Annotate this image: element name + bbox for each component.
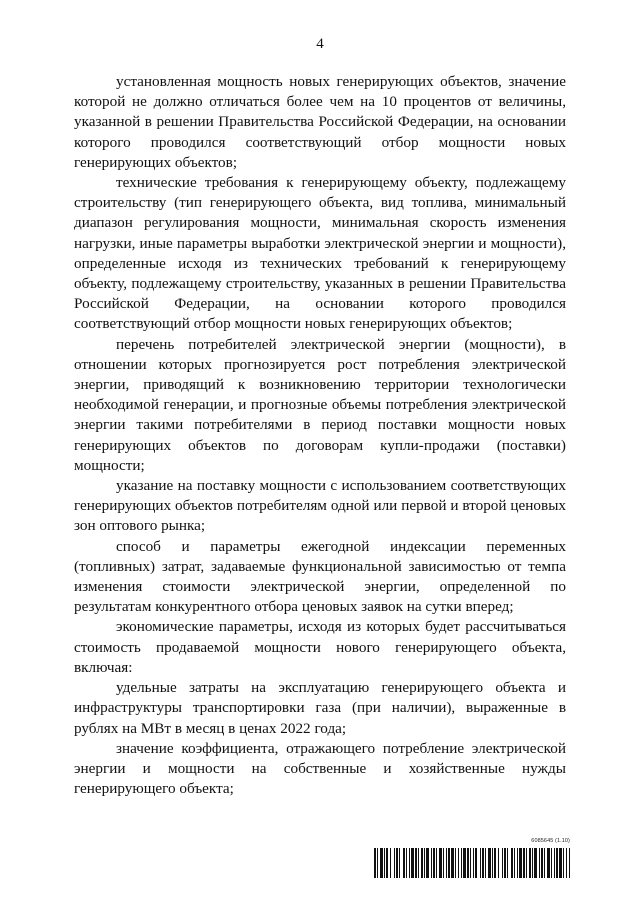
barcode-bar xyxy=(418,848,419,878)
barcode-bar xyxy=(421,848,423,878)
barcode-bar xyxy=(569,848,570,878)
barcode-bar xyxy=(532,848,533,878)
document-body xyxy=(74,72,566,799)
barcode-bar xyxy=(470,848,471,878)
barcode-bar xyxy=(411,848,414,878)
barcode-bar xyxy=(554,848,555,878)
paragraph-technical-requirements: технические требования к генерирующему объекту, подлежащему строительству (тип генерирующего объекта, вид топлива, минимальный диапазон регулирования мощности, минимальная скорость изменения нагрузки, иные параметры выработки электрической энергии и мощности), определенные исходя из технических требований к генерирующему объекту, подлежащему строительству, указанных в решении Правительства Российской Федерации, на основании которого проводился соответствующий отбор мощности новых генерирующих объектов; xyxy=(74,174,566,333)
barcode-bar xyxy=(566,848,567,878)
barcode-bar xyxy=(519,848,522,878)
barcode-bar xyxy=(539,848,540,878)
barcode-bar xyxy=(386,848,388,878)
barcode-bar xyxy=(380,848,383,878)
barcode-bar xyxy=(488,848,491,878)
barcode-bar xyxy=(502,848,503,878)
barcode-bar xyxy=(498,848,499,878)
barcode-bar xyxy=(485,848,486,878)
barcode-bar xyxy=(451,848,454,878)
barcode-bar xyxy=(377,848,378,878)
barcode-bar xyxy=(403,848,405,878)
barcode-label: 6085645 (1.10) xyxy=(531,838,570,844)
paragraph-price-zones: указание на поставку мощности с использованием соответствующих генерирующих объектов потребителям одной или первой и второй ценовых зон оптового рынка; xyxy=(74,477,566,535)
barcode-bar xyxy=(406,848,407,878)
barcode-bar xyxy=(399,848,400,878)
barcode-bar xyxy=(390,848,391,878)
barcode-bar xyxy=(517,848,518,878)
barcode-bar xyxy=(463,848,466,878)
barcode-bar xyxy=(534,848,537,878)
barcode-bar xyxy=(494,848,496,878)
barcode-bar xyxy=(426,848,429,878)
paragraph-installed-capacity: установленная мощность новых генерирующих объектов, значение которой не должно отличаться более чем на 10 процентов от величины, указанной в решении Правительства Российской Федерации, на основании которого проводился соответствующий отбор мощности новых генерирующих объектов; xyxy=(74,73,566,171)
barcode-bar xyxy=(514,848,515,878)
barcode-bar xyxy=(492,848,493,878)
barcode-bar xyxy=(458,848,459,878)
barcode-bar xyxy=(455,848,456,878)
paragraph-economic-parameters: экономические параметры, исходя из которых будет рассчитываться стоимость продаваемой мощности нового генерирующего объекта, включая: xyxy=(74,618,566,676)
barcode-bar xyxy=(415,848,417,878)
barcode-bar xyxy=(563,848,564,878)
barcode-bar xyxy=(431,848,432,878)
barcode-bar xyxy=(556,848,558,878)
barcode-bar xyxy=(526,848,527,878)
barcode-bar xyxy=(529,848,531,878)
barcode-bar xyxy=(396,848,398,878)
paragraph-unit-operating-costs: удельные затраты на эксплуатацию генерирующего объекта и инфраструктуры транспортировки газа (при наличии), выраженные в рублях на МВт в месяц в ценах 2022 года; xyxy=(74,679,566,737)
barcode-bar xyxy=(551,848,552,878)
barcode-bar xyxy=(384,848,385,878)
barcode-bar xyxy=(409,848,410,878)
barcode-bar xyxy=(504,848,506,878)
page-number: 4 xyxy=(316,36,324,52)
paragraph-auxiliary-consumption: значение коэффициента, отражающего потребление электрической энергии и мощности на собственные и хозяйственные нужды генерирующего объекта; xyxy=(74,739,566,798)
barcode-bar xyxy=(394,848,395,878)
barcode-bar xyxy=(446,848,447,878)
paragraph-consumer-list: перечень потребителей электрической энергии (мощности), в отношении которых прогнозируется рост потребления электрической энергии, приводящий к возникновению территории технологически необходимой генерации, и прогнозные объемы потребления электрической энергии такими потребителями в период поставки мощности новых генерирующих объектов по договорам купли-продажи (поставки) мощности; xyxy=(74,335,566,474)
barcode-bar xyxy=(482,848,484,878)
barcode-bar xyxy=(473,848,474,878)
barcode-bar xyxy=(547,848,550,878)
barcode-bar xyxy=(374,848,376,878)
barcode-bar xyxy=(424,848,425,878)
barcode-bar xyxy=(436,848,437,878)
barcode-bar xyxy=(541,848,543,878)
barcode-bar xyxy=(467,848,469,878)
barcode-bar xyxy=(443,848,444,878)
paragraph-fuel-cost-indexation: способ и параметры ежегодной индексации переменных (топливных) затрат, задаваемые функциональной зависимостью от темпа изменения стоимости электрической энергии, определенной по результатам конкурентного отбора ценовых заявок на сутки вперед; xyxy=(74,537,566,616)
barcode-bar xyxy=(507,848,508,878)
barcode-bar xyxy=(439,848,442,878)
barcode-bar xyxy=(559,848,562,878)
barcode-bar xyxy=(433,848,435,878)
barcode-bar xyxy=(511,848,513,878)
barcode-bar xyxy=(480,848,481,878)
barcode-bar xyxy=(448,848,450,878)
barcode-bar xyxy=(475,848,477,878)
barcode-icon xyxy=(374,848,570,878)
document-barcode xyxy=(374,838,570,880)
barcode-bar xyxy=(523,848,525,878)
barcode-bar xyxy=(461,848,462,878)
barcode-bar xyxy=(544,848,545,878)
